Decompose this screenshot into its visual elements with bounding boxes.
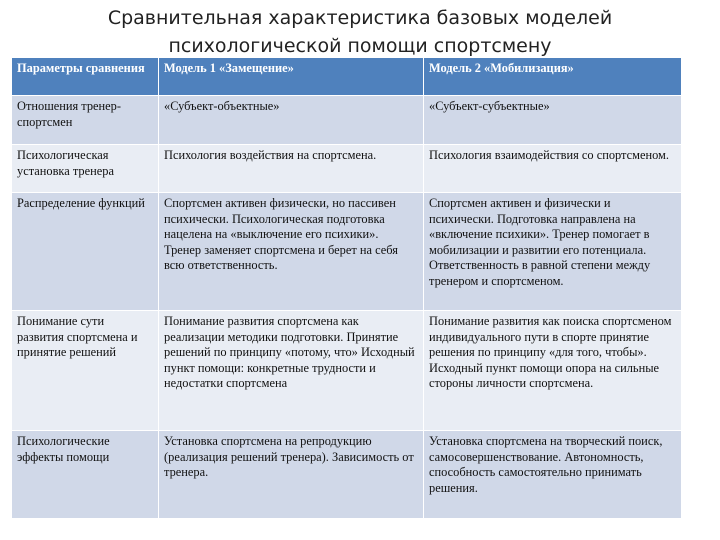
model-2-cell: Спортсмен активен и физически и психически. Подготовка направлена на «включение психики». Тренер помогает в мобилизации и развитии его потенциала. Ответственность в равной степени между тренером и спортсменом.: [424, 193, 682, 311]
model-1-cell: «Субъект-объектные»: [159, 96, 424, 145]
table-row: [12, 96, 682, 145]
table-row: [12, 311, 682, 431]
header-model-1: Модель 1 «Замещение»: [159, 58, 424, 96]
row-label: Отношения тренер-спортсмен: [12, 96, 159, 145]
model-2-cell: Психология взаимодействия со спортсменом.: [424, 145, 682, 193]
table-row: [12, 193, 682, 311]
model-1-cell: Установка спортсмена на репродукцию (реализация решений тренера). Зависимость от тренера.: [159, 431, 424, 519]
comparison-table: [11, 57, 682, 519]
row-label: Распределение функций: [12, 193, 159, 311]
model-2-cell: Установка спортсмена на творческий поиск, самосовершенствование. Автономность, способность самостоятельно принимать решения.: [424, 431, 682, 519]
model-2-cell: «Субъект-субъектные»: [424, 96, 682, 145]
model-1-cell: Психология воздействия на спортсмена.: [159, 145, 424, 193]
model-1-cell: Спортсмен активен физически, но пассивен психически. Психологическая подготовка нацелена на «выключение его психики». Тренер заменяет спортсмена и берет на себя всю ответственность.: [159, 193, 424, 311]
model-2-cell: Понимание развития как поиска спортсменом индивидуального пути в спорте принятие решения по принципу «для того, чтобы». Исходный пункт помощи опора на сильные стороны личности спортсмена.: [424, 311, 682, 431]
model-1-cell: Понимание развития спортсмена как реализации методики подготовки. Принятие решений по принципу «потому, что» Исходный пункт помощи: конкретные трудности и недостатки спортсмена: [159, 311, 424, 431]
row-label: Психологические эффекты помощи: [12, 431, 159, 519]
row-label: Психологическая установка тренера: [12, 145, 159, 193]
header-parameters: Параметры сравнения: [12, 58, 159, 96]
slide-title: Сравнительная характеристика базовых моделей психологической помощи спортсмену: [107, 7, 613, 57]
table-row: [12, 145, 682, 193]
table-row: [12, 431, 682, 519]
row-label: Понимание сути развития спортсмена и принятие решений: [12, 311, 159, 431]
table-header-row: [12, 58, 682, 96]
header-model-2: Модель 2 «Мобилизация»: [424, 58, 682, 96]
